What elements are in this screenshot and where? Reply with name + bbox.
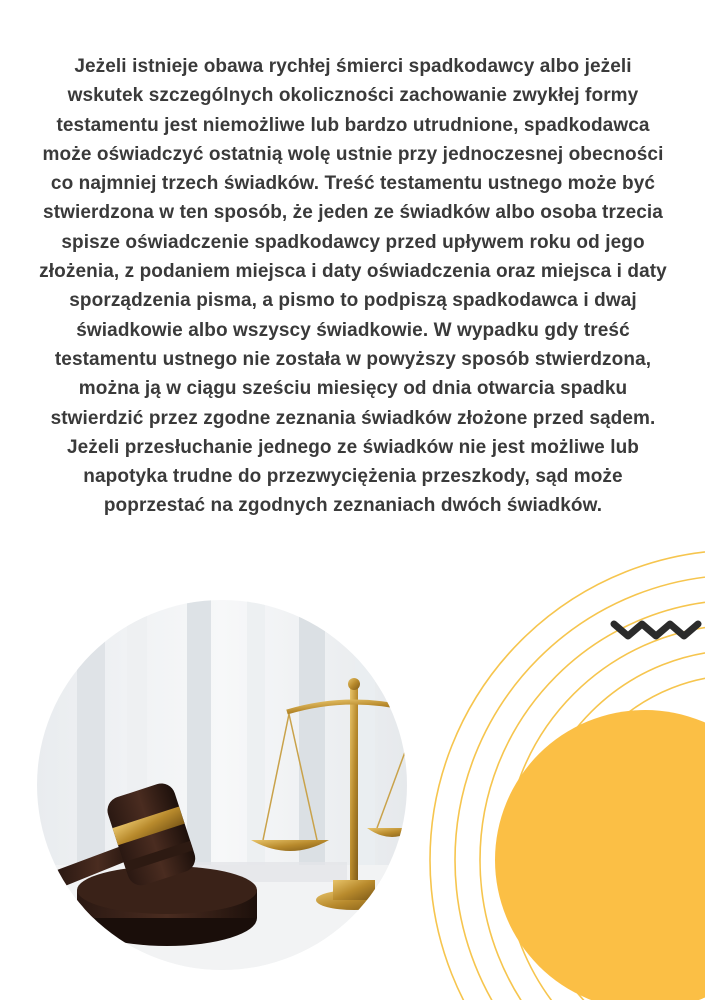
gavel-and-scales-photo <box>37 600 407 970</box>
body-paragraph: Jeżeli istnieje obawa rychłej śmierci spadkodawcy albo jeżeli wskutek szczególnych okoliczności zachowanie zwykłej formy testamentu jest niemożliwe lub bardzo utrudnione, spadkodawca może oświadczyć ostatnią wolę ustnie przy jednoczesnej obecności co najmniej trzech świadków. Treść testamentu ustnego może być stwierdzona w ten sposób, że jeden ze świadków albo osoba trzecia spisze oświadczenie spadkodawcy przed upływem roku od jego złożenia, z podaniem miejsca i daty oświadczenia oraz miejsca i daty sporządzenia pisma, a pismo to podpiszą spadkodawca i dwaj świadkowie albo wszyscy świadkowie. W wypadku gdy treść testamentu ustnego nie została w powyższy sposób stwierdzona, można ją w ciągu sześciu miesięcy od dnia otwarcia spadku stwierdzić przez zgodne zeznania świadków złożone przed sądem. Jeżeli przesłuchanie jednego ze świadków nie jest możliwe lub napotyka trudne do przezwyciężenia przeszkody, sąd może poprzestać na zgodnych zeznaniach dwóch świadków. <box>39 56 667 517</box>
